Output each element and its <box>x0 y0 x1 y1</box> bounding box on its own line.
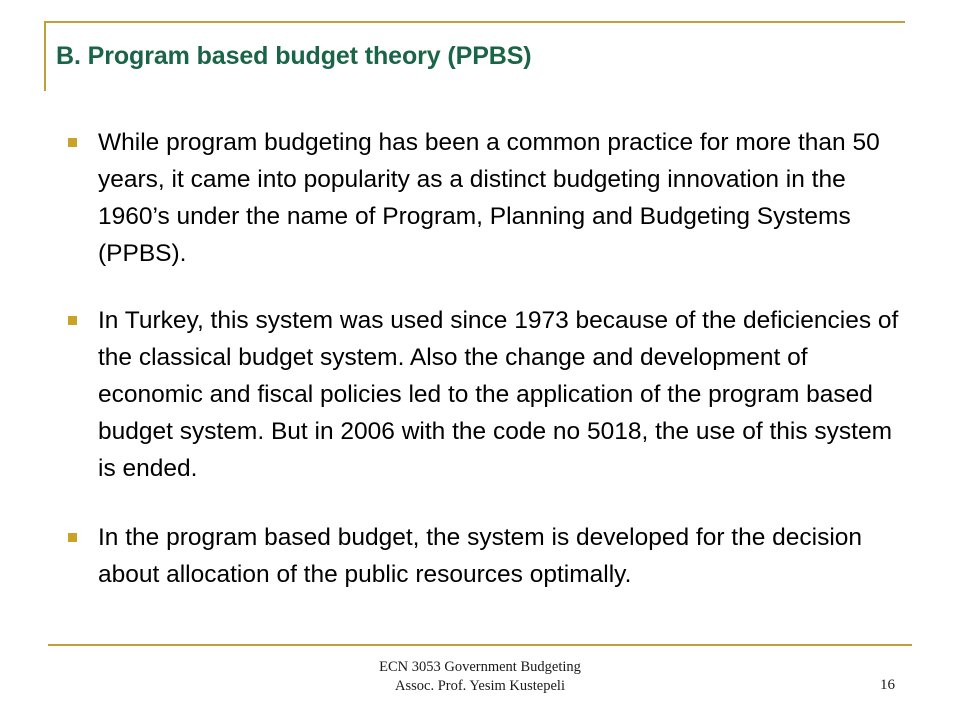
list-item <box>62 519 912 593</box>
page-number: 16 <box>880 677 895 693</box>
footer-divider <box>48 644 912 646</box>
footer <box>0 658 960 696</box>
square-bullet-icon <box>68 533 77 542</box>
list-item <box>62 302 912 487</box>
list-item-text: In the program based budget, the system is developed for the decision about allocation of the public resources optimally. <box>98 524 863 588</box>
footer-course-line: ECN 3053 Government Budgeting <box>379 659 581 675</box>
square-bullet-icon <box>68 316 77 325</box>
list-item-text: In Turkey, this system was used since 1973 because of the deficiencies of the classical budget system. Also the change and development of economic and fiscal policies led to the application of the program based budget system. But in 2006 with the code no 5018, the use of this system is ended. <box>98 307 899 482</box>
bullet-list <box>62 124 912 593</box>
page-title: B. Program based budget theory (PPBS) <box>56 42 532 70</box>
square-bullet-icon <box>68 138 77 147</box>
list-item <box>62 124 912 272</box>
list-item-text: While program budgeting has been a common practice for more than 50 years, it came into popularity as a distinct budgeting innovation in the 1960’s under the name of Program, Planning and Budgeting Systems (PPBS). <box>98 129 880 267</box>
footer-author-line: Assoc. Prof. Yesim Kustepeli <box>395 678 565 694</box>
